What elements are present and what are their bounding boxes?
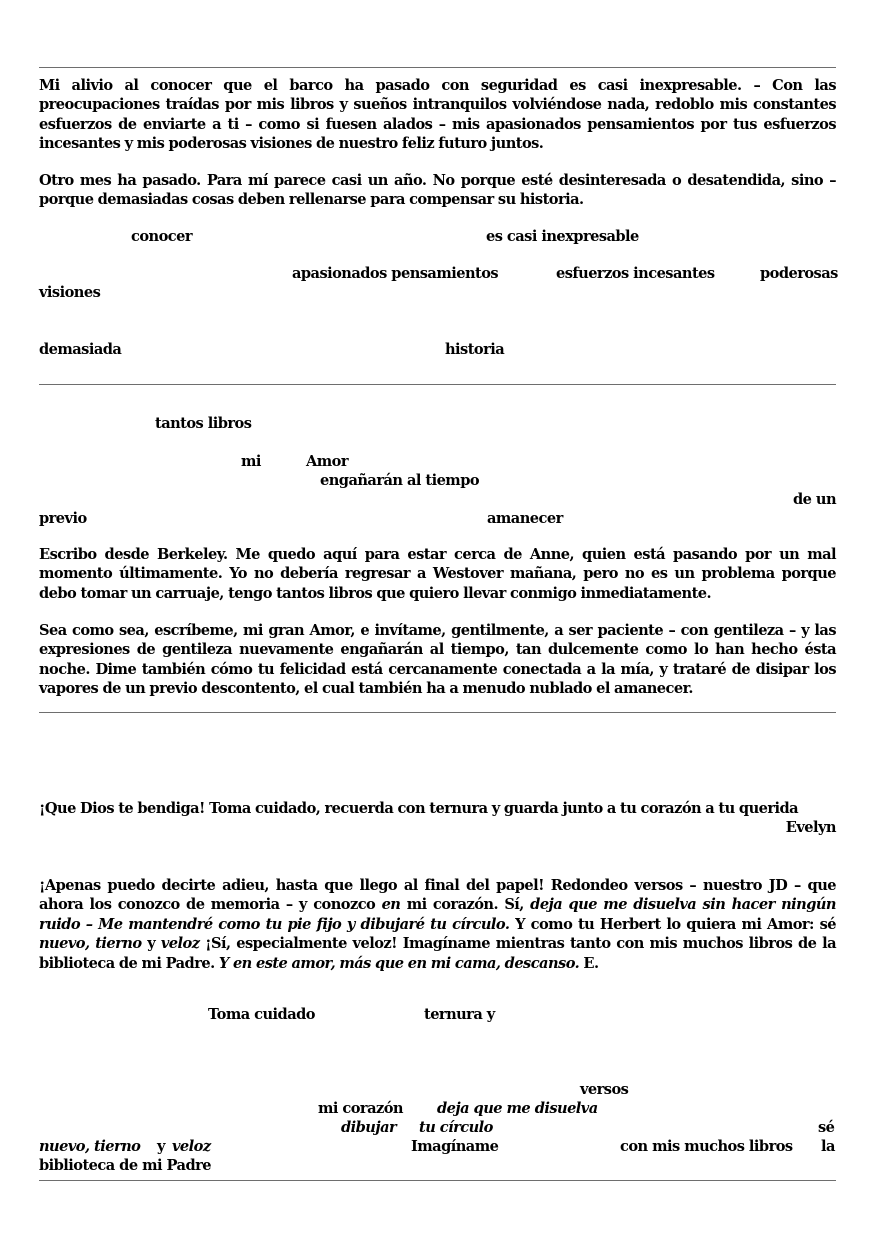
echo-conocer: conocer [131,228,192,245]
echo-historia: historia [445,341,505,358]
echo-se: sé [818,1119,835,1136]
echo-mi: mi [241,453,261,470]
echo-muchos-libros: con mis muchos libros [620,1138,793,1155]
echo-toma-cuidado: Toma cuidado [208,1006,315,1023]
paragraph-otro-mes: Otro mes ha pasado. Para mí parece casi un año. No porque esté desinteresada o desatendida, sino – porque demasiadas cosas deben rellenarse para compensar su historia. [39,172,836,209]
signature-evelyn: Evelyn [785,819,836,836]
echo-tantos-libros: tantos libros [155,415,252,432]
echo-de-un: de un [793,491,837,508]
divider-rule-2 [39,384,836,385]
echo-amanecer: amanecer [487,510,563,527]
echo-previo: previo [39,510,87,527]
divider-rule-4 [39,1180,836,1181]
echo-la: la [821,1138,835,1155]
echo-inexpresable: es casi inexpresable [486,228,639,245]
echo-amor: Amor [306,453,348,470]
paragraph-bendiga: ¡Que Dios te bendiga! Toma cuidado, recuerda con ternura y guarda junto a tu corazón a tu querida [39,800,799,817]
paragraph-escribo: Escribo desde Berkeley. Me quedo aquí para estar cerca de Anne, quien está pasando por un mal momento últimamente. Yo no debería regresar a Westover mañana, pero no es un problema porque debo tomar un carruaje, tengo tantos libros que quiero llevar conmigo inmediatamente. [39,546,836,602]
paragraph-adieu: ¡Apenas puedo decirte adieu, hasta que llego al final del papel! Redondeo versos – nuestro JD – que ahora los conozco de memoria – y conozco en mi corazón. Sí, deja que me disuelva sin hacer ningún ruido – Me mantendré como tu pie fijo y dibujaré tu círculo. Y como tu Herbert lo quiera mi Amor: sé nuevo, tierno y veloz ¡Sí, especialmente veloz! Imagíname mientras tanto con mis muchos libros de la biblioteca de mi Padre. Y en este amor, más que en mi cama, descanso. E. [39,877,836,972]
paragraph-sea-como-sea: Sea como sea, escríbeme, mi gran Amor, e invítame, gentilmente, a ser paciente – con gentileza – y las expresiones de gentileza nuevamente engañarán al tiempo, tan dulcemente como lo han hecho ésta noche. Dime también cómo tu felicidad está cercanamente conectada a la mía, y trataré de disipar los vapores de un previo descontento, el cual también ha a menudo nublado el amanecer. [39,622,836,698]
echo-versos: versos [580,1081,629,1098]
divider-rule-1 [39,67,836,68]
echo-disuelva: deja que me disuelva [437,1100,598,1117]
echo-dibujar: dibujar [341,1119,397,1136]
divider-rule-3 [39,712,836,713]
echo-veloz: veloz [172,1138,211,1155]
echo-esfuerzos: esfuerzos incesantes [556,265,715,282]
echo-imaginame: Imagíname [411,1138,499,1155]
echo-ternura: ternura y [424,1006,495,1023]
echo-demasiada: demasiada [39,341,122,358]
echo-y: y [157,1138,165,1155]
paragraph-alivio: Mi alivio al conocer que el barco ha pasado con seguridad es casi inexpresable. – Con las preocupaciones traídas por mis libros y sueños intranquilos volviéndose nada, redoblo mis constantes esfuerzos de enviarte a ti – como si fuesen alados – mis apasionados pensamientos por tus esfuerzos incesantes y mis poderosas visiones de nuestro feliz futuro juntos. [39,77,836,153]
echo-visiones: visiones [39,284,101,301]
echo-tu-circulo: tu círculo [419,1119,493,1136]
echo-enganaran: engañarán al tiempo [320,472,480,489]
echo-biblioteca: biblioteca de mi Padre [39,1157,211,1174]
echo-apasionados: apasionados pensamientos [292,265,499,282]
echo-mi-corazon: mi corazón [318,1100,403,1117]
echo-poderosas: poderosas [760,265,838,282]
echo-nuevo-tierno: nuevo, tierno [39,1138,141,1155]
